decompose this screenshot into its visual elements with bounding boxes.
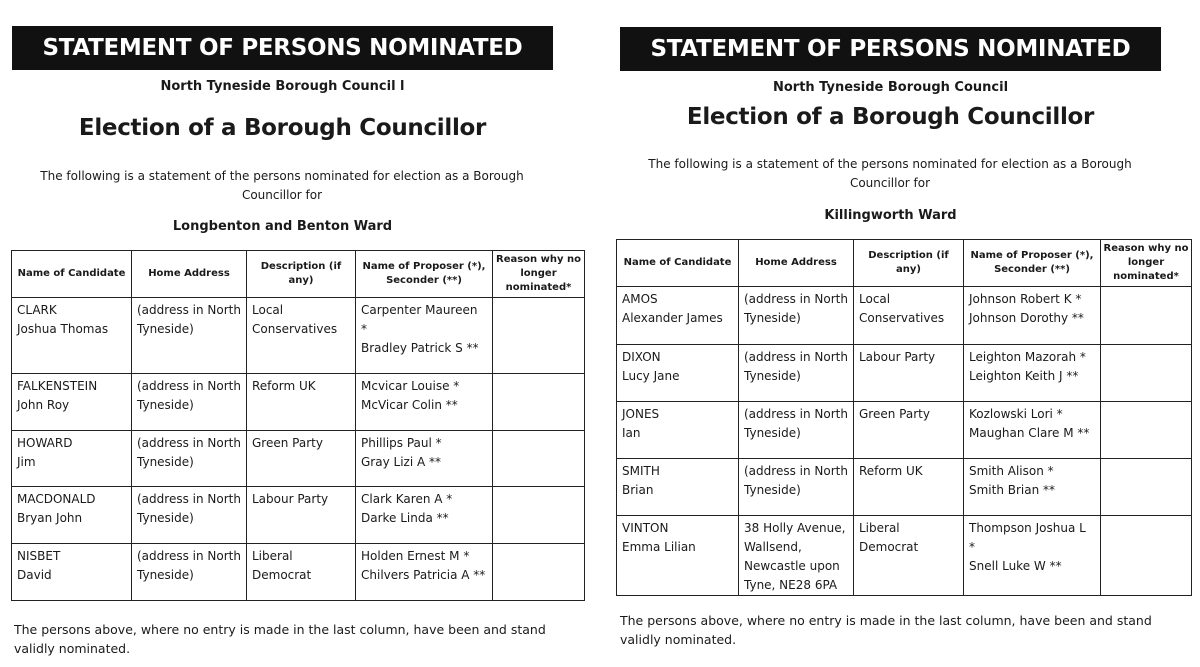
candidate-surname: SMITH [622,464,660,478]
description-cell: Local Conservatives [247,298,356,374]
reason-cell [1101,287,1192,345]
description-cell: Reform UK [247,374,356,431]
proposer-cell [356,298,493,374]
proposer-name: Carpenter Maureen * [361,303,478,336]
reason-cell [1101,402,1192,459]
nominations-table [616,239,1192,596]
election-title: Election of a Borough Councillor [78,115,487,141]
nominations-table [11,250,585,601]
candidate-forenames: Lucy Jane [622,369,680,383]
proposer-cell [964,402,1101,459]
proposer-cell [964,287,1101,345]
seconder-name: Bradley Patrick S ** [361,341,479,355]
proposer-cell [356,487,493,544]
seconder-name: Snell Luke W ** [969,559,1062,573]
description-cell: Green Party [247,431,356,487]
header-address: Home Address [739,240,854,287]
ward-name: Longbenton and Benton Ward [172,219,393,234]
table-row [617,287,1192,345]
address-cell: (address in North Tyneside) [132,487,247,544]
address-cell: (address in North Tyneside) [132,431,247,487]
proposer-name: Clark Karen A * [361,492,453,506]
proposer-name: Kozlowski Lori * [969,407,1063,421]
header-reason: Reason why no longer nominated* [493,251,585,298]
table-row [617,345,1192,402]
description-cell: Local Conservatives [854,287,964,345]
candidate-surname: DIXON [622,350,661,364]
proposer-cell [356,374,493,431]
candidate-surname: CLARK [17,303,57,317]
candidate-forenames: Ian [622,426,641,440]
table-header-row [617,240,1192,287]
table-row [12,544,585,601]
council-name: North Tyneside Borough Council l [160,79,405,94]
candidate-forenames: Bryan John [17,511,83,525]
seconder-name: Smith Brian ** [969,483,1056,497]
validity-footer: The persons above, where no entry is made in the last column, have been and stand validly nominated. [620,613,1152,647]
council-name: North Tyneside Borough Council [772,80,1009,95]
table-row [12,487,585,544]
header-proposer: Name of Proposer (*), Seconder (**) [964,240,1101,287]
table-row [617,402,1192,459]
candidate-cell [12,487,132,544]
proposer-cell [356,544,493,601]
candidate-forenames: Brian [622,483,654,497]
candidate-cell [617,516,739,596]
table-row [12,431,585,487]
statement-banner: STATEMENT OF PERSONS NOMINATED [12,26,553,70]
candidate-cell [12,298,132,374]
address-cell: (address in North Tyneside) [739,459,854,516]
candidate-cell [617,287,739,345]
candidate-surname: JONES [622,407,660,421]
candidate-forenames: Alexander James [622,311,723,325]
proposer-name: Leighton Mazorah * [969,350,1086,364]
description-cell: Green Party [854,402,964,459]
proposer-name: Thompson Joshua L * [969,521,1086,554]
candidate-forenames: David [17,568,52,582]
candidate-forenames: Joshua Thomas [17,322,109,336]
table-row [617,459,1192,516]
header-proposer: Name of Proposer (*), Seconder (**) [356,251,493,298]
seconder-name: Darke Linda ** [361,511,449,525]
header-candidate: Name of Candidate [617,240,739,287]
candidate-cell [12,374,132,431]
reason-cell [493,544,585,601]
header-candidate: Name of Candidate [12,251,132,298]
seconder-name: Leighton Keith J ** [969,369,1079,383]
candidate-forenames: John Roy [17,398,70,412]
table-row [12,374,585,431]
candidate-cell [12,544,132,601]
description-cell: Labour Party [854,345,964,402]
candidate-forenames: Jim [17,455,36,469]
intro-text: The following is a statement of the persons nominated for election as a Borough Councillor for [40,169,524,202]
header-description: Description (if any) [854,240,964,287]
proposer-cell [964,459,1101,516]
address-cell: (address in North Tyneside) [739,287,854,345]
header-reason: Reason why no longer nominated* [1101,240,1192,287]
address-cell: (address in North Tyneside) [132,544,247,601]
seconder-name: Johnson Dorothy ** [969,311,1084,325]
candidate-surname: FALKENSTEIN [17,379,98,393]
description-cell: Liberal Democrat [247,544,356,601]
candidate-forenames: Emma Lilian [622,540,696,554]
proposer-cell [964,516,1101,596]
seconder-name: Gray Lizi A ** [361,455,441,469]
candidate-surname: MACDONALD [17,492,96,506]
address-cell: (address in North Tyneside) [739,345,854,402]
candidate-surname: HOWARD [17,436,73,450]
intro-text: The following is a statement of the persons nominated for election as a Borough Councillor for [648,157,1132,190]
proposer-name: Holden Ernest M * [361,549,470,563]
table-row [12,298,585,374]
seconder-name: Maughan Clare M ** [969,426,1090,440]
reason-cell [1101,516,1192,596]
reason-cell [493,374,585,431]
statement-right [600,0,1200,667]
proposer-cell [356,431,493,487]
candidate-cell [12,431,132,487]
address-cell: (address in North Tyneside) [132,298,247,374]
reason-cell [493,487,585,544]
address-cell: (address in North Tyneside) [132,374,247,431]
proposer-cell [964,345,1101,402]
statement-banner: STATEMENT OF PERSONS NOMINATED [620,27,1161,71]
candidate-surname: VINTON [622,521,669,535]
election-title: Election of a Borough Councillor [686,104,1095,130]
reason-cell [493,298,585,374]
header-description: Description (if any) [247,251,356,298]
candidate-cell [617,459,739,516]
validity-footer: The persons above, where no entry is made in the last column, have been and stand validly nominated. [14,622,546,656]
header-address: Home Address [132,251,247,298]
reason-cell [1101,459,1192,516]
ward-name: Killingworth Ward [824,208,957,223]
reason-cell [1101,345,1192,402]
candidate-surname: NISBET [17,549,61,563]
seconder-name: McVicar Colin ** [361,398,458,412]
address-cell: 38 Holly Avenue, Wallsend, Newcastle upon Tyne, NE28 6PA [739,516,854,596]
candidate-cell [617,345,739,402]
table-header-row [12,251,585,298]
description-cell: Labour Party [247,487,356,544]
description-cell: Liberal Democrat [854,516,964,596]
seconder-name: Chilvers Patricia A ** [361,568,486,582]
table-row [617,516,1192,596]
candidate-cell [617,402,739,459]
address-cell: (address in North Tyneside) [739,402,854,459]
description-cell: Reform UK [854,459,964,516]
proposer-name: Phillips Paul * [361,436,442,450]
proposer-name: Mcvicar Louise * [361,379,460,393]
proposer-name: Smith Alison * [969,464,1054,478]
reason-cell [493,431,585,487]
proposer-name: Johnson Robert K * [969,292,1082,306]
candidate-surname: AMOS [622,292,658,306]
